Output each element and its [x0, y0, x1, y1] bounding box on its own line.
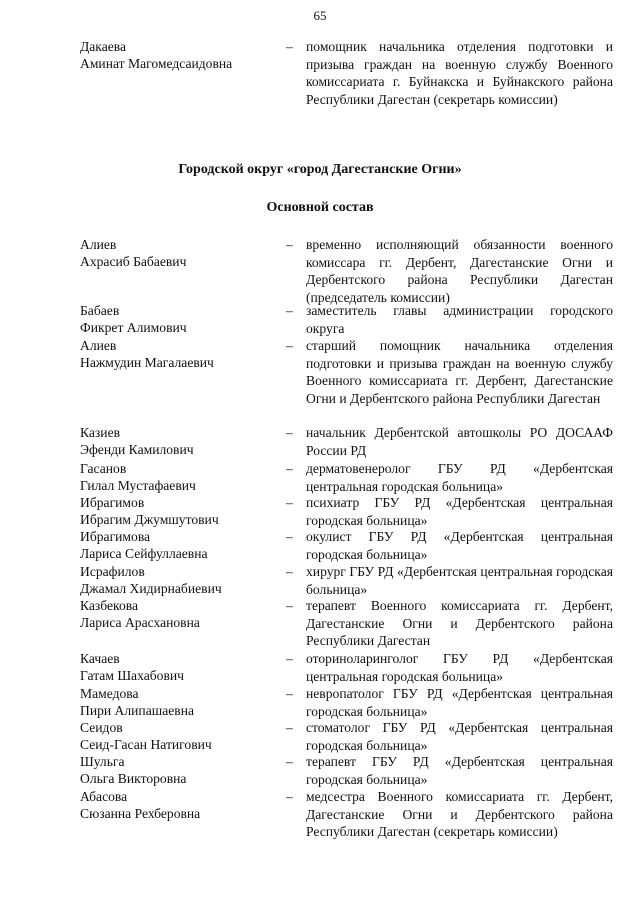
member-description: дерматовенеролог ГБУ РД «Дербентская центральная городская больница»: [306, 461, 613, 494]
member-description: временно исполняющий обязанности военного комиссара гг. Дербент, Дагестанские Огни и Дербентского района Республики Дагестан (председатель комиссии): [306, 237, 613, 305]
member-description: окулист ГБУ РД «Дербентская центральная городская больница»: [306, 529, 613, 562]
member-name: Бабаев Фикрет Алимович: [80, 303, 187, 335]
member-description: психиатр ГБУ РД «Дербентская центральная городская больница»: [306, 495, 613, 528]
member-description: заместитель главы администрации городского округа: [306, 303, 613, 336]
member-name: Казиев Эфенди Камилович: [80, 425, 194, 457]
member-name: Шульга Ольга Викторовна: [80, 754, 187, 786]
member-dash: –: [286, 789, 293, 804]
member-name: Мамедова Пири Алипашаевна: [80, 686, 195, 718]
member-name: Гасанов Гилал Мустафаевич: [80, 461, 196, 493]
member-name: Дакаева Аминат Магомедсаидовна: [80, 39, 233, 71]
member-name: Ибрагимов Ибрагим Джумшутович: [80, 495, 219, 527]
member-dash: –: [286, 338, 293, 353]
member-name: Качаев Гатам Шахабович: [80, 651, 184, 683]
member-dash: –: [286, 303, 293, 318]
member-description: начальник Дербентской автошколы РО ДОСААФ России РД: [306, 425, 613, 458]
member-dash: –: [286, 529, 293, 544]
member-dash: –: [286, 651, 293, 666]
member-description: терапевт ГБУ РД «Дербентская центральная городская больница»: [306, 754, 613, 787]
member-name: Абасова Сюзанна Рехберовна: [80, 789, 201, 821]
member-dash: –: [286, 39, 293, 54]
member-name: Исрафилов Джамал Хидирнабиевич: [80, 564, 222, 596]
member-dash: –: [286, 598, 293, 613]
member-dash: –: [286, 564, 293, 579]
member-dash: –: [286, 237, 293, 252]
member-name: Алиев Нажмудин Магалаевич: [80, 338, 214, 370]
page-number: 65: [313, 8, 327, 23]
member-name: Сеидов Сеид-Гасан Натигович: [80, 720, 212, 752]
member-description: невропатолог ГБУ РД «Дербентская центральная городская больница»: [306, 686, 613, 719]
member-name: Алиев Ахрасиб Бабаевич: [80, 237, 187, 269]
member-description: помощник начальника отделения подготовки и призыва граждан на военную службу Военного комиссариата г. Буйнакска и Буйнакского района Республики Дагестан (секретарь комиссии): [306, 39, 613, 107]
subsection-title: Основной состав: [266, 200, 374, 215]
member-dash: –: [286, 495, 293, 510]
member-dash: –: [286, 461, 293, 476]
member-name: Ибрагимова Лариса Сейфуллаевна: [80, 529, 208, 561]
member-dash: –: [286, 754, 293, 769]
section-title: Городской округ «город Дагестанские Огни»: [178, 162, 462, 177]
member-description: старший помощник начальника отделения подготовки и призыва граждан на военную службу Военного комиссариата гг. Дербент, Дагестанские Огни и Дербентского района Республики Дагестан: [306, 338, 613, 406]
member-description: оториноларинголог ГБУ РД «Дербентская центральная городская больница»: [306, 651, 613, 684]
member-description: стоматолог ГБУ РД «Дербентская центральная городская больница»: [306, 720, 613, 753]
member-description: медсестра Военного комиссариата гг. Дербент, Дагестанские Огни и Дербентского района Республики Дагестан (секретарь комиссии): [306, 789, 613, 840]
member-dash: –: [286, 686, 293, 701]
member-dash: –: [286, 720, 293, 735]
member-description: терапевт Военного комиссариата гг. Дербент, Дагестанские Огни и Дербентского района Республики Дагестан: [306, 598, 613, 649]
member-dash: –: [286, 425, 293, 440]
member-name: Казбекова Лариса Арасхановна: [80, 598, 200, 630]
member-description: хирург ГБУ РД «Дербентская центральная городская больница»: [306, 564, 613, 597]
